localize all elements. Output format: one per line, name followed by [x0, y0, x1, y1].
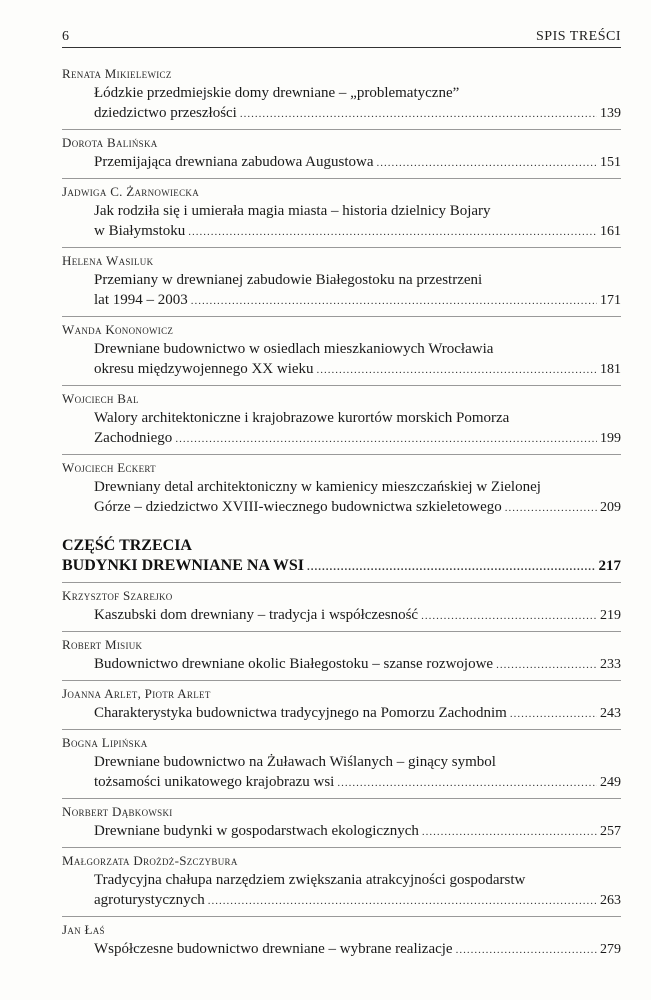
entry-author: Wanda Kononowicz [62, 322, 174, 337]
entry-title-row [62, 497, 621, 518]
part-title: BUDYNKI DREWNIANE NA WSI [62, 557, 304, 574]
entry-author: Dorota Balińska [62, 135, 158, 150]
dot-leader [240, 104, 597, 124]
entry-author: Jadwiga C. Żarnowiecka [62, 184, 200, 199]
toc-entry [62, 734, 621, 793]
entry-page-number: 171 [600, 293, 621, 308]
dot-leader [317, 360, 597, 380]
entry-author: Renata Mikielewicz [62, 66, 172, 81]
separator-rule [62, 129, 621, 130]
part-heading [62, 536, 621, 577]
entry-title-row [62, 890, 621, 911]
separator-rule [62, 729, 621, 730]
entry-page-number: 233 [600, 657, 621, 672]
part-title-row [62, 556, 621, 577]
entry-title-text: tożsamości unikatowego krajobrazu wsi [94, 774, 335, 790]
entry-title-text: agroturystycznych [94, 892, 205, 908]
separator-rule [62, 847, 621, 848]
dot-leader [505, 498, 597, 518]
toc-entry [62, 636, 621, 675]
toc-entry [62, 459, 621, 518]
dot-leader [421, 606, 597, 626]
entry-title-line: Drewniane budownictwo w osiedlach mieszkaniowych Wrocławia [94, 341, 494, 357]
page-number: 6 [62, 29, 69, 44]
entry-page-number: 279 [600, 942, 621, 957]
entry-author: Robert Misiuk [62, 637, 143, 652]
part-page-number: 217 [598, 558, 621, 574]
entry-page-number: 263 [600, 893, 621, 908]
toc-entry [62, 803, 621, 842]
entry-title-row [62, 103, 621, 124]
toc-entry [62, 685, 621, 724]
running-title: SPIS TREŚCI [536, 29, 621, 44]
entry-title-row [62, 939, 621, 960]
entry-author: Norbert Dąbkowski [62, 804, 173, 819]
entry-page-number: 249 [600, 775, 621, 790]
entry-title-text: Budownictwo drewniane okolic Białegostoku – szanse rozwojowe [94, 656, 494, 672]
entry-title-text: dziedzictwo przeszłości [94, 105, 237, 121]
entry-page-number: 209 [600, 500, 621, 515]
entry-title-line: Tradycyjna chałupa narzędziem zwiększania atrakcyjności gospodarstw [94, 872, 526, 888]
separator-rule [62, 631, 621, 632]
entry-title-row [62, 221, 621, 242]
dot-leader [337, 773, 597, 793]
separator-rule [62, 798, 621, 799]
separator-rule [62, 178, 621, 179]
entry-title-line: Drewniany detal architektoniczny w kamienicy mieszczańskiej w Zielonej [94, 479, 541, 495]
entry-page-number: 257 [600, 824, 621, 839]
separator-rule [62, 582, 621, 583]
entry-page-number: 199 [600, 431, 621, 446]
toc-content [62, 65, 621, 960]
dot-leader [422, 822, 597, 842]
entry-title-row [62, 359, 621, 380]
entry-title-text: Górze – dziedzictwo XVIII-wiecznego budownictwa szkieletowego [94, 499, 502, 515]
entry-title-text: lat 1994 – 2003 [94, 292, 188, 308]
dot-leader [208, 891, 597, 911]
separator-rule [62, 454, 621, 455]
dot-leader [175, 429, 597, 449]
entry-title-text: Przemijająca drewniana zabudowa Augustowa [94, 154, 374, 170]
running-header [62, 27, 621, 48]
separator-rule [62, 680, 621, 681]
entry-page-number: 181 [600, 362, 621, 377]
entry-title-line: Drewniane budownictwo na Żuławach Wiślanych – ginący symbol [94, 754, 496, 770]
toc-entry [62, 183, 621, 242]
toc-group-part-two [62, 65, 621, 518]
entry-title-text: Współczesne budownictwo drewniane – wybrane realizacje [94, 941, 453, 957]
entry-author: Bogna Lipińska [62, 735, 148, 750]
toc-entry [62, 587, 621, 626]
entry-title-line: Walory architektoniczne i krajobrazowe kurortów morskich Pomorza [94, 410, 510, 426]
entry-author: Wojciech Bal [62, 391, 139, 406]
entry-author: Jan Łaś [62, 922, 105, 937]
entry-title-text: okresu międzywojennego XX wieku [94, 361, 314, 377]
entry-page-number: 139 [600, 106, 621, 121]
entry-title-text: Zachodniego [94, 430, 173, 446]
entry-author: Krzysztof Szarejko [62, 588, 173, 603]
entry-title-line: Jak rodziła się i umierała magia miasta – historia dzielnicy Bojary [94, 203, 491, 219]
dot-leader [510, 704, 597, 724]
toc-entry [62, 252, 621, 311]
toc-entry [62, 321, 621, 380]
entry-page-number: 161 [600, 224, 621, 239]
dot-leader [188, 222, 597, 242]
toc-entry [62, 921, 621, 960]
entry-author: Joanna Arlet, Piotr Arlet [62, 686, 211, 701]
dot-leader [376, 153, 597, 173]
entry-title-row [62, 152, 621, 173]
dot-leader [456, 940, 597, 960]
entry-title-text: w Białymstoku [94, 223, 186, 239]
toc-entry [62, 852, 621, 911]
toc-group-part-three [62, 582, 621, 960]
dot-leader [191, 291, 597, 311]
part-label: CZĘŚĆ TRZECIA [62, 537, 192, 554]
entry-author: Małgorzata Drożdż-Szczybura [62, 853, 238, 868]
entry-author: Wojciech Eckert [62, 460, 156, 475]
entry-title-line: Przemiany w drewnianej zabudowie Białegostoku na przestrzeni [94, 272, 483, 288]
entry-title-row [62, 605, 621, 626]
toc-entry [62, 65, 621, 124]
entry-title-text: Kaszubski dom drewniany – tradycja i współczesność [94, 607, 419, 623]
separator-rule [62, 916, 621, 917]
entry-title-text: Charakterystyka budownictwa tradycyjnego na Pomorzu Zachodnim [94, 705, 507, 721]
entry-title-row [62, 428, 621, 449]
dot-leader [307, 557, 596, 577]
entry-title-line: Łódzkie przedmiejskie domy drewniane – „problematyczne” [94, 85, 460, 101]
toc-entry [62, 134, 621, 173]
entry-title-row [62, 290, 621, 311]
entry-title-row [62, 772, 621, 793]
entry-page-number: 151 [600, 155, 621, 170]
entry-title-row [62, 821, 621, 842]
dot-leader [496, 655, 597, 675]
separator-rule [62, 247, 621, 248]
toc-entry [62, 390, 621, 449]
entry-title-row [62, 654, 621, 675]
entry-page-number: 243 [600, 706, 621, 721]
entry-title-text: Drewniane budynki w gospodarstwach ekologicznych [94, 823, 419, 839]
entry-page-number: 219 [600, 608, 621, 623]
separator-rule [62, 385, 621, 386]
separator-rule [62, 316, 621, 317]
entry-title-row [62, 703, 621, 724]
entry-author: Helena Wasiluk [62, 253, 154, 268]
